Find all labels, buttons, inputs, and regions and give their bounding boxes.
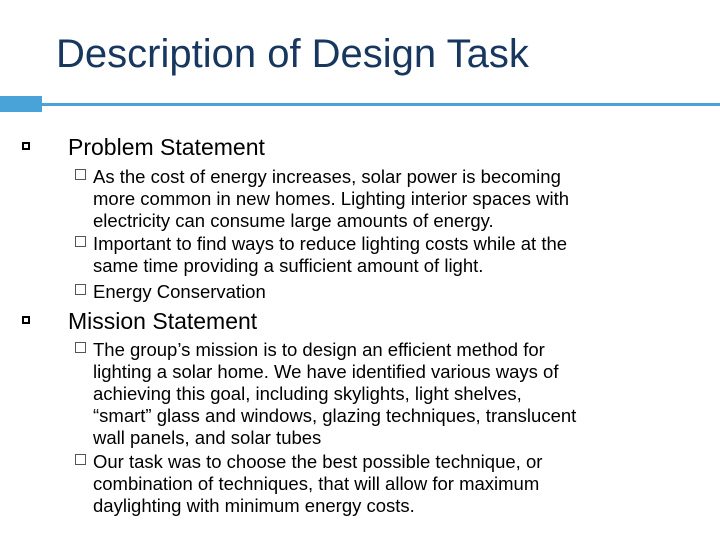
square-bullet-icon xyxy=(75,284,86,295)
square-bullet-icon xyxy=(75,342,86,353)
bullet-text: Energy Conservation xyxy=(93,281,266,302)
bullet-text: The group’s mission is to design an efficient method for lighting a solar home. We have identified various ways of achieving this goal, including skylights, light shelves, “smart” glass and windows, glazing techniques, translucent wall panels, and solar tubes xyxy=(93,339,577,448)
square-bullet-icon xyxy=(22,316,30,324)
section-heading: Problem Statement xyxy=(68,134,265,160)
bullet-text: Our task was to choose the best possible technique, or combination of techniques, that will allow for maximum daylighting with minimum energy costs. xyxy=(93,451,543,516)
square-bullet-icon xyxy=(75,236,86,247)
square-bullet-icon xyxy=(22,142,30,150)
bullet-text: Important to find ways to reduce lighting costs while at the same time providing a sufficient amount of light. xyxy=(93,233,568,276)
bullet-text: As the cost of energy increases, solar power is becoming more common in new homes. Lighting interior spaces with electricity can consume large amounts of energy. xyxy=(93,166,570,231)
square-bullet-icon xyxy=(75,454,86,465)
slide-title: Description of Design Task xyxy=(56,32,529,76)
square-bullet-icon xyxy=(75,169,86,180)
section-heading: Mission Statement xyxy=(68,308,258,334)
